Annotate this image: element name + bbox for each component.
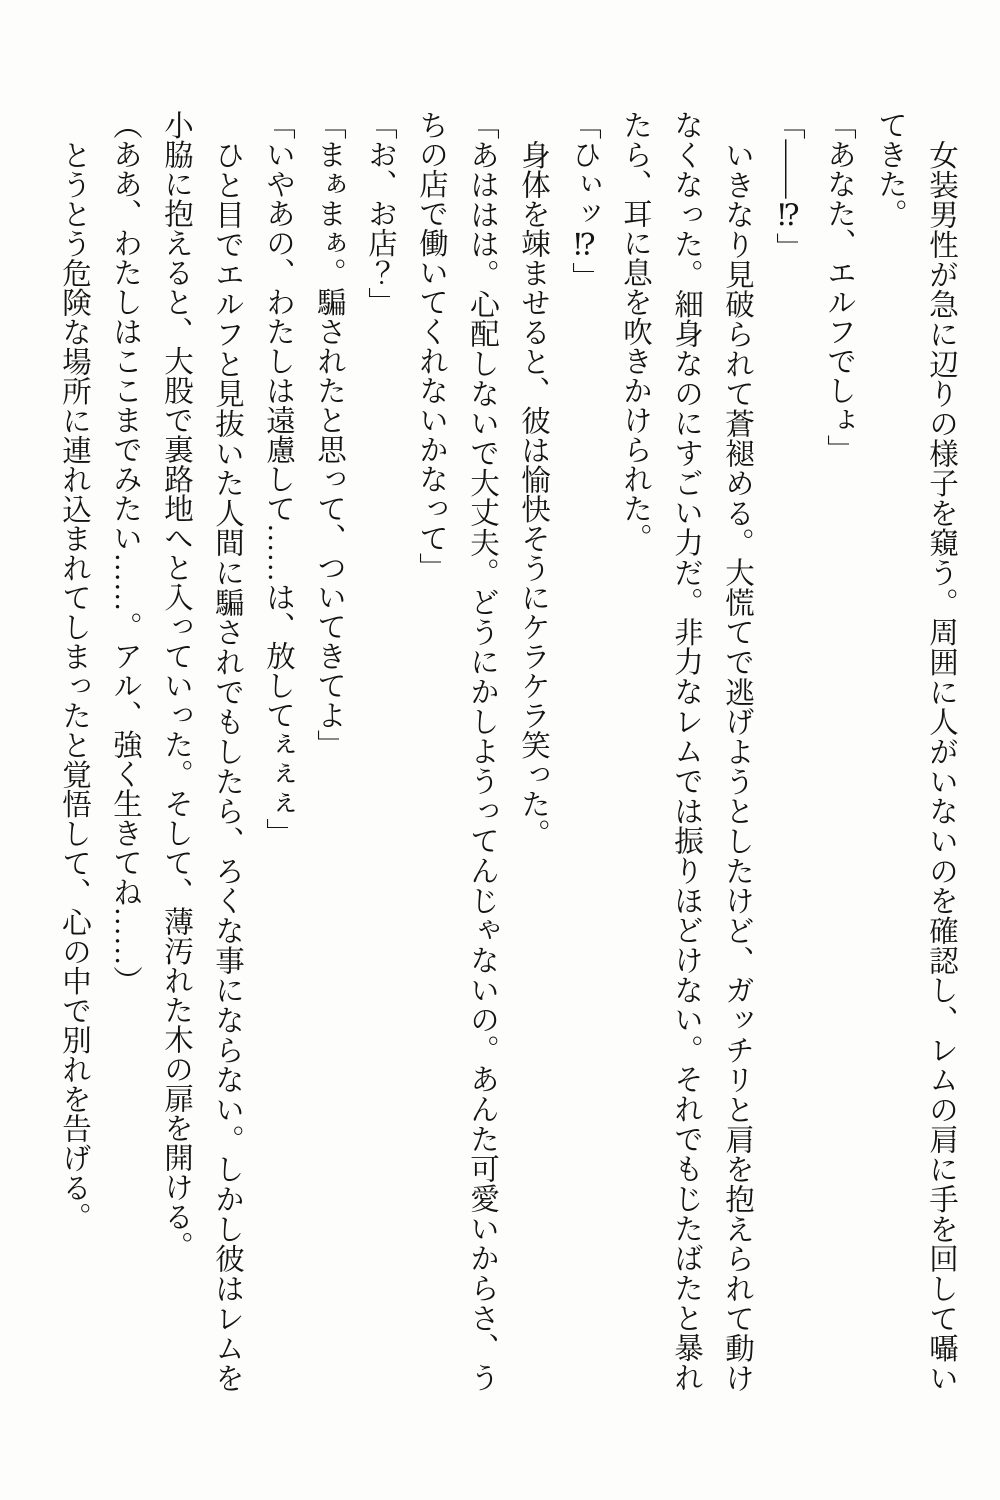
paragraph-05: 「ひぃッ⁉」 [568, 110, 600, 292]
paragraph-09: 「まぁまぁ。騙されたと思って、ついてきてよ」 [313, 110, 345, 759]
paragraph-08: 「お、お店？」 [364, 110, 396, 317]
paragraph-13: とうとう危険な場所に連れ込まれてしまったと覚悟して、心の中で別れを告げる。 [58, 139, 90, 1231]
paragraph-04: いきなり見破られて蒼褪める。大慌てで逃げようとしたけど、ガッチリと肩を抱えられて動けなくなった。細身なのにすごい力だ。非力なレムでは振りほどけない。それでもじたばたと暴れたら、耳に息を吹きかけられた。 [619, 110, 753, 1392]
paragraph-01: 女装男性が急に辺りの様子を窺う。周囲に人がいないのを確認し、レムの肩に手を回して囁いてきた。 [874, 110, 957, 1392]
paragraph-06: 身体を竦ませると、彼は愉快そうにケラケラ笑った。 [517, 139, 549, 848]
paragraph-03: 「――⁉」 [772, 110, 804, 262]
paragraph-12: （ああ、わたしはここまでみたい……。アル、強く生きてね……） [109, 110, 141, 995]
paragraph-10: 「いやあの、わたしは遠慮して……は、放してぇぇぇ」 [262, 110, 294, 848]
paragraph-07: 「あははは。心配しないで大丈夫。どうにかしようってんじゃないの。あんた可愛いからさ、うちの店で働いてくれないかなって」 [415, 110, 498, 1392]
paragraph-11: ひと目でエルフと見抜いた人間に騙されでもしたら、ろくな事にならない。しかし彼はレムを小脇に抱えると、大股で裏路地へと入っていった。そして、薄汚れた木の扉を開ける。 [160, 110, 243, 1392]
paragraph-02: 「あなた、エルフでしょ」 [823, 110, 855, 464]
